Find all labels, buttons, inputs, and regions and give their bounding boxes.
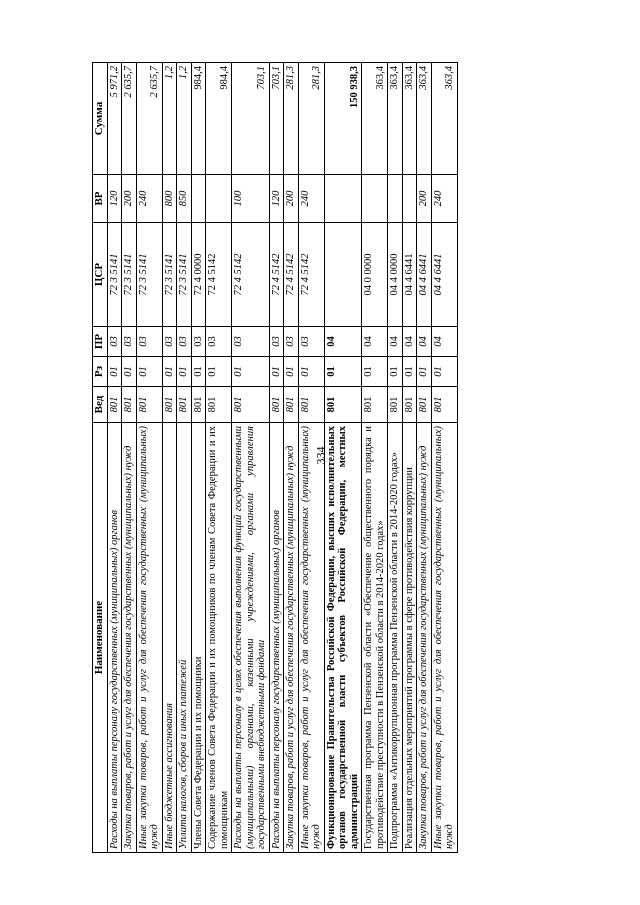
col-header-pr: ПР <box>93 327 108 357</box>
row-csr: 72 4 0000 <box>191 223 206 327</box>
row-rz: 01 <box>162 357 177 387</box>
col-header-name: Наименование <box>93 423 108 853</box>
row-ved: 801 <box>284 387 299 423</box>
row-pr: 04 <box>402 327 417 357</box>
row-name: Расходы на выплаты персоналу государственных (муниципальных) органов <box>269 423 284 853</box>
row-rz: 01 <box>431 357 457 387</box>
row-csr: 72 4 5142 <box>206 223 232 327</box>
row-rz: 01 <box>136 357 162 387</box>
row-sum: 984,4 <box>191 63 206 175</box>
row-name: Государственная программа Пензенской области «Обеспечение общественного порядка и противодействие преступности в Пензенской области в 2014-2020 годах» <box>362 423 388 853</box>
row-vr: 200 <box>122 175 137 223</box>
table-row <box>417 63 432 853</box>
row-vr <box>206 175 232 223</box>
row-csr: 72 3 5141 <box>122 223 137 327</box>
row-vr: 850 <box>177 175 192 223</box>
row-rz: 01 <box>107 357 122 387</box>
row-vr: 240 <box>136 175 162 223</box>
row-name: Подпрограмма «Антикоррупционная программа Пензенской области в 2014-2020 годах» <box>388 423 403 853</box>
row-pr: 04 <box>417 327 432 357</box>
row-ved: 801 <box>232 387 270 423</box>
col-header-rz: Рз <box>93 357 108 387</box>
row-rz: 01 <box>206 357 232 387</box>
row-rz: 01 <box>269 357 284 387</box>
row-sum: 363,4 <box>417 63 432 175</box>
row-ved: 801 <box>362 387 388 423</box>
row-rz: 01 <box>324 357 362 387</box>
row-csr <box>324 223 362 327</box>
row-vr <box>388 175 403 223</box>
table-row <box>122 63 137 853</box>
row-sum: 703,1 <box>232 63 270 175</box>
row-vr <box>324 175 362 223</box>
row-rz: 01 <box>191 357 206 387</box>
row-pr: 03 <box>177 327 192 357</box>
table-rotation <box>92 63 557 853</box>
col-header-vr: ВР <box>93 175 108 223</box>
row-vr <box>191 175 206 223</box>
row-sum: 363,4 <box>388 63 403 175</box>
row-ved: 801 <box>402 387 417 423</box>
row-csr: 72 3 5141 <box>177 223 192 327</box>
row-sum: 363,4 <box>431 63 457 175</box>
row-csr: 04 4 0000 <box>388 223 403 327</box>
row-pr: 03 <box>232 327 270 357</box>
row-rz: 01 <box>232 357 270 387</box>
row-name: Иные закупки товаров, работ и услуг для обеспечения государственных (муниципальных) нужд <box>298 423 324 853</box>
row-sum: 2 635,7 <box>122 63 137 175</box>
table-row <box>136 63 162 853</box>
col-header-sum: Сумма <box>93 63 108 175</box>
row-name: Иные бюджетные ассигнования <box>162 423 177 853</box>
row-pr: 03 <box>206 327 232 357</box>
row-ved: 801 <box>324 387 362 423</box>
row-vr <box>362 175 388 223</box>
row-pr: 03 <box>284 327 299 357</box>
row-name: Закупка товаров, работ и услуг для обеспечения государственных (муниципальных) нужд <box>417 423 432 853</box>
table-row <box>362 63 388 853</box>
table-row <box>402 63 417 853</box>
row-csr: 72 4 5142 <box>284 223 299 327</box>
row-rz: 01 <box>298 357 324 387</box>
table-row <box>191 63 206 853</box>
row-pr: 04 <box>324 327 362 357</box>
row-rz: 01 <box>122 357 137 387</box>
row-ved: 801 <box>431 387 457 423</box>
row-rz: 01 <box>388 357 403 387</box>
table-row <box>284 63 299 853</box>
row-name: Реализация отдельных мероприятий программы в сфере противодействия коррупции <box>402 423 417 853</box>
row-pr: 03 <box>136 327 162 357</box>
row-name: Члены Совета Федерации и их помощники <box>191 423 206 853</box>
row-ved: 801 <box>298 387 324 423</box>
table-row <box>388 63 403 853</box>
table-row <box>324 63 362 853</box>
row-ved: 801 <box>122 387 137 423</box>
budget-table <box>92 62 458 853</box>
row-sum: 1,2 <box>177 63 192 175</box>
row-vr <box>402 175 417 223</box>
row-pr: 04 <box>362 327 388 357</box>
row-vr: 240 <box>431 175 457 223</box>
row-pr: 03 <box>162 327 177 357</box>
table-body <box>107 63 457 853</box>
row-name: Содержание членов Совета Федерации и их помощников по членам Совета Федерации и их помощникам <box>206 423 232 853</box>
row-sum: 363,4 <box>362 63 388 175</box>
row-ved: 801 <box>417 387 432 423</box>
table-row <box>162 63 177 853</box>
row-pr: 03 <box>191 327 206 357</box>
row-sum: 984,4 <box>206 63 232 175</box>
row-ved: 801 <box>206 387 232 423</box>
row-csr: 72 4 5142 <box>298 223 324 327</box>
row-pr: 03 <box>269 327 284 357</box>
row-vr: 100 <box>232 175 270 223</box>
row-vr: 200 <box>417 175 432 223</box>
table-header-row <box>93 63 108 853</box>
row-vr: 120 <box>107 175 122 223</box>
row-name: Функционирование Правительства Российской Федерации, высших исполнительных органов государственной власти субъектов Российской Федерации, местных администраций <box>324 423 362 853</box>
row-sum: 5 971,2 <box>107 63 122 175</box>
row-pr: 04 <box>431 327 457 357</box>
row-name: Закупка товаров, работ и услуг для обеспечения государственных (муниципальных) нужд <box>284 423 299 853</box>
row-pr: 04 <box>388 327 403 357</box>
row-name: Иные закупки товаров, работ и услуг для обеспечения государственных (муниципальных) нужд <box>431 423 457 853</box>
row-sum: 2 635,7 <box>136 63 162 175</box>
row-vr: 200 <box>284 175 299 223</box>
row-vr: 120 <box>269 175 284 223</box>
table-row <box>431 63 457 853</box>
row-rz: 01 <box>402 357 417 387</box>
row-vr: 240 <box>298 175 324 223</box>
row-ved: 801 <box>177 387 192 423</box>
row-csr: 04 4 6441 <box>402 223 417 327</box>
row-csr: 72 3 5141 <box>136 223 162 327</box>
rotated-table-container <box>92 63 557 853</box>
row-sum: 281,3 <box>298 63 324 175</box>
row-sum: 363,4 <box>402 63 417 175</box>
row-ved: 801 <box>388 387 403 423</box>
table-row <box>177 63 192 853</box>
row-csr: 72 4 5142 <box>269 223 284 327</box>
table-row <box>298 63 324 853</box>
table-row <box>269 63 284 853</box>
row-csr: 04 4 6441 <box>417 223 432 327</box>
row-ved: 801 <box>162 387 177 423</box>
row-pr: 03 <box>122 327 137 357</box>
col-header-ved: Вед <box>93 387 108 423</box>
page-number: 334 <box>313 446 328 465</box>
row-csr: 04 0 0000 <box>362 223 388 327</box>
col-header-csr: ЦСР <box>93 223 108 327</box>
row-rz: 01 <box>417 357 432 387</box>
row-csr: 72 4 5142 <box>232 223 270 327</box>
row-csr: 72 3 5141 <box>162 223 177 327</box>
row-vr: 800 <box>162 175 177 223</box>
row-rz: 01 <box>362 357 388 387</box>
row-sum: 150 938,3 <box>324 63 362 175</box>
table-row <box>107 63 122 853</box>
row-ved: 801 <box>136 387 162 423</box>
row-sum: 1,2 <box>162 63 177 175</box>
row-ved: 801 <box>269 387 284 423</box>
row-pr: 03 <box>107 327 122 357</box>
row-name: Закупка товаров, работ и услуг для обеспечения государственных (муниципальных) нужд <box>122 423 137 853</box>
row-ved: 801 <box>191 387 206 423</box>
row-pr: 03 <box>298 327 324 357</box>
row-name: Расходы на выплаты персоналу в целях обеспечения выполнения функций государственными (муниципальными) органами, казенными учреждениями, органами управления государственными внебюджетными фондами <box>232 423 270 853</box>
row-csr: 04 4 6441 <box>431 223 457 327</box>
row-sum: 281,3 <box>284 63 299 175</box>
row-csr: 72 3 5141 <box>107 223 122 327</box>
row-rz: 01 <box>177 357 192 387</box>
table-row <box>206 63 232 853</box>
table-row <box>232 63 270 853</box>
row-name: Расходы на выплаты персоналу государственных (муниципальных) органов <box>107 423 122 853</box>
row-rz: 01 <box>284 357 299 387</box>
row-sum: 703,1 <box>269 63 284 175</box>
row-name: Иные закупки товаров, работ и услуг для обеспечения государственных (муниципальных) нужд <box>136 423 162 853</box>
row-ved: 801 <box>107 387 122 423</box>
row-name: Уплата налогов, сборов и иных платежей <box>177 423 192 853</box>
